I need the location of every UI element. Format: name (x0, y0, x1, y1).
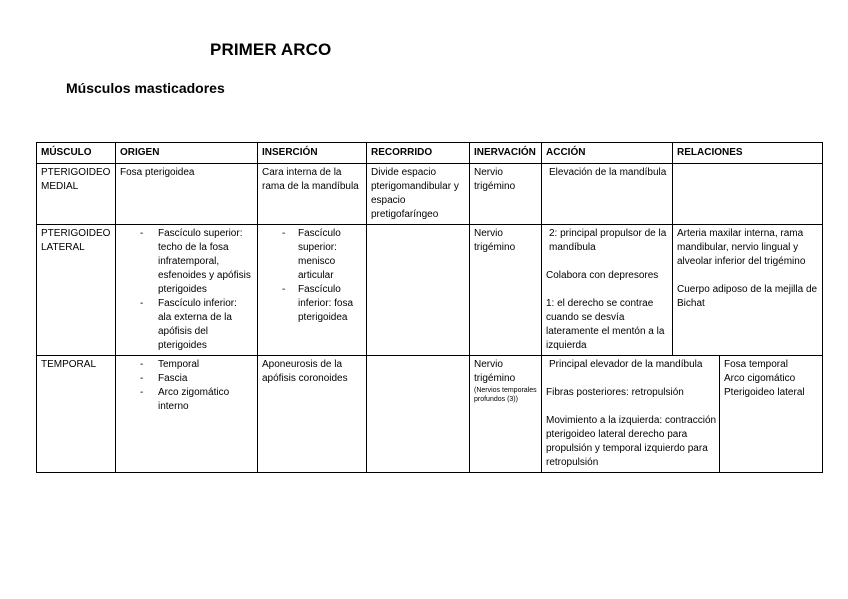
header-musculo: MÚSCULO (37, 143, 116, 164)
table-row (37, 356, 823, 473)
cell-accion (542, 225, 673, 356)
list-item: - Fascículo inferior: ala externa de la apófisis del pterigoides (120, 297, 253, 353)
header-relaciones: RELACIONES (673, 143, 823, 164)
cell-relaciones (673, 164, 823, 225)
list-item: - Fascículo superior: techo de la fosa infratemporal, esfenoides y apófisis pterigoides (120, 227, 253, 297)
table-header-row (37, 143, 823, 164)
accion-paragraph: 1: el derecho se contrae cuando se desvía lateramente el mentón a la izquierda (546, 298, 665, 351)
cell-origen (116, 225, 258, 356)
header-inervacion: INERVACIÓN (470, 143, 542, 164)
cell-origen (116, 356, 258, 473)
header-recorrido: RECORRIDO (367, 143, 470, 164)
accion-paragraph: 2: principal propulsor de la mandíbula (549, 228, 667, 253)
accion-paragraph: Principal elevador de la mandíbula (549, 359, 703, 370)
origen-list (120, 227, 253, 353)
list-item: - Fascículo superior: menisco articular (262, 227, 362, 283)
header-insercion: INSERCIÓN (258, 143, 367, 164)
cell-musculo: PTERIGOIDEO LATERAL (37, 225, 116, 356)
cell-inervacion (470, 356, 542, 473)
table-row (37, 164, 823, 225)
inervacion-note: (Nervios temporales profundos (3)) (474, 387, 537, 403)
accion-paragraph: Colabora con depresores (546, 270, 659, 281)
cell-insercion (258, 225, 367, 356)
cell-accion (542, 356, 823, 473)
cell-insercion: Aponeurosis de la apófisis coronoides (258, 356, 367, 473)
inervacion-text: Nervio trigémino (474, 359, 516, 384)
cell-insercion: Cara interna de la rama de la mandíbula (258, 164, 367, 225)
cell-relaciones (673, 225, 823, 356)
header-origen: ORIGEN (116, 143, 258, 164)
cell-musculo: TEMPORAL (37, 356, 116, 473)
relaciones-paragraph: Arteria maxilar interna, rama mandibular, nervio lingual y alveolar inferior del trigémino (677, 228, 806, 267)
cell-recorrido: Divide espacio pterigomandibular y espacio pretigofaríngeo (367, 164, 470, 225)
accion-paragraph: Movimiento a la izquierda: contracción pterigoideo lateral derecho para propulsión y temporal izquierdo para retropulsión (546, 415, 717, 468)
cell-musculo: PTERIGOIDEO MEDIAL (37, 164, 116, 225)
insercion-list (262, 227, 362, 325)
cell-recorrido (367, 356, 470, 473)
muscles-table (36, 142, 823, 473)
cell-recorrido (367, 225, 470, 356)
list-item: - Arco zigomático interno (120, 386, 253, 414)
origen-list (120, 358, 253, 414)
accion-paragraph: Fibras posteriores: retropulsión (546, 387, 684, 398)
relaciones-paragraph: Cuerpo adiposo de la mejilla de Bichat (677, 284, 818, 309)
cell-accion (542, 164, 673, 225)
header-accion: ACCIÓN (542, 143, 673, 164)
cell-inervacion: Nervio trigémino (470, 164, 542, 225)
cell-origen: Fosa pterigoidea (116, 164, 258, 225)
list-item: - Temporal (120, 358, 253, 372)
relaciones-text: Fosa temporal Arco cigomático Pterigoideo lateral (724, 359, 805, 398)
accion-text: Elevación de la mandíbula (549, 167, 667, 178)
list-item: - Fascia (120, 372, 253, 386)
cell-relaciones (719, 356, 816, 472)
cell-inervacion: Nervio trigémino (470, 225, 542, 356)
page-subtitle: Músculos masticadores (66, 80, 225, 96)
table-row (37, 225, 823, 356)
list-item: - Fascículo inferior: fosa pterigoidea (262, 283, 362, 325)
page-title: PRIMER ARCO (210, 40, 332, 59)
